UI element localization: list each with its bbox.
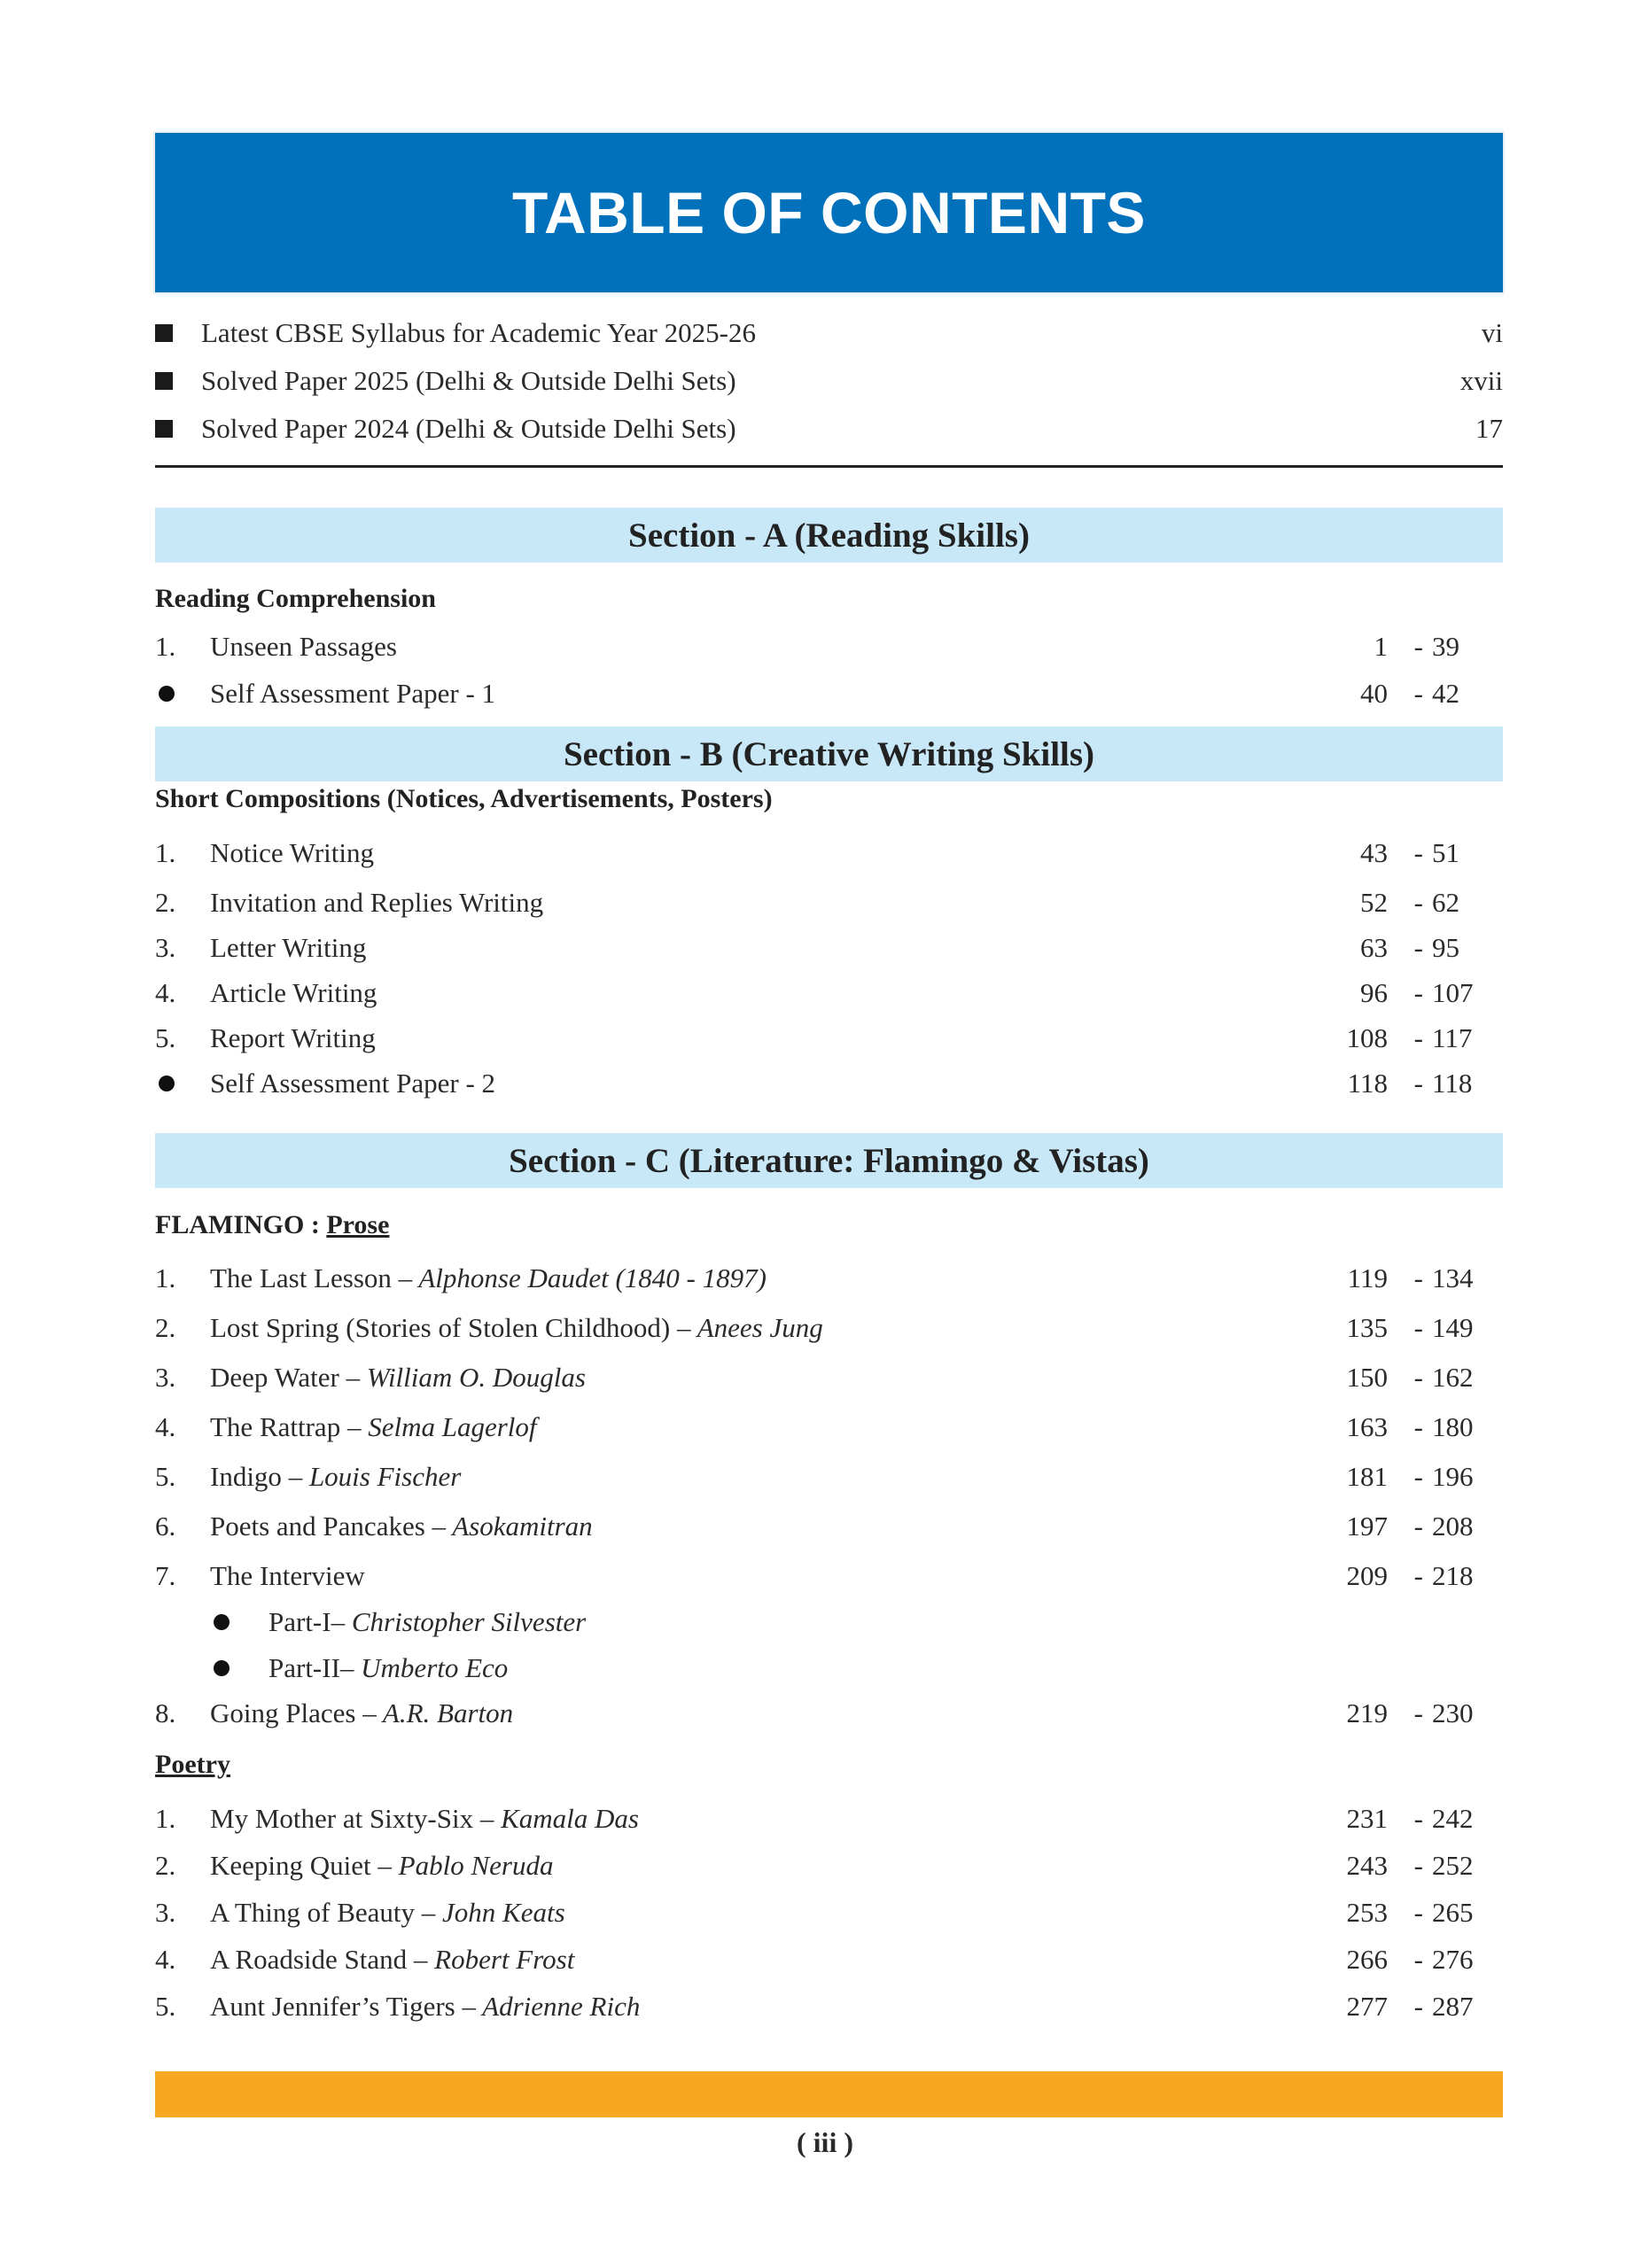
poetry-subheading: Poetry <box>155 1750 230 1779</box>
toc-entry[interactable]: 5. Report Writing 108 - 117 <box>155 1021 1503 1056</box>
toc-entry[interactable]: 4. Article Writing 96 - 107 <box>155 975 1503 1011</box>
entry-number: 1. <box>155 837 176 868</box>
entry-number: 1. <box>155 1803 176 1834</box>
entry-title: Self Assessment Paper - 2 <box>210 1068 496 1099</box>
toc-entry[interactable]: 1. Unseen Passages 1 - 39 <box>155 629 1503 664</box>
square-bullet-icon <box>155 372 173 390</box>
toc-entry[interactable]: 1. The Last Lesson – Alphonse Daudet (1840 - 1897) 119 - 134 <box>155 1261 1503 1296</box>
section-a-title: Section - A (Reading Skills) <box>628 516 1030 555</box>
section-c-heading <box>155 1133 1503 1188</box>
toc-entry[interactable]: 2. Invitation and Replies Writing 52 - 62 <box>155 885 1503 920</box>
entry-title: Notice Writing <box>210 837 375 868</box>
entry-title: Self Assessment Paper - 1 <box>210 678 496 709</box>
entry-number: 2. <box>155 887 176 918</box>
item-page: 17 <box>1475 413 1503 444</box>
entry-title: Keeping Quiet – Pablo Neruda <box>210 1850 554 1881</box>
entry-number: 5. <box>155 1461 176 1492</box>
title-banner <box>155 133 1503 292</box>
toc-entry[interactable]: 2. Keeping Quiet – Pablo Neruda 243 - 252 <box>155 1848 1503 1884</box>
toc-entry[interactable]: 3. Letter Writing 63 - 95 <box>155 930 1503 966</box>
toc-entry[interactable]: 7. The Interview 209 - 218 <box>155 1558 1503 1594</box>
section-b-subheading: Short Compositions (Notices, Advertisements, Posters) <box>155 784 773 813</box>
entry-title: Part-II– Umberto Eco <box>269 1652 509 1683</box>
entry-number: 7. <box>155 1560 176 1591</box>
entry-title: Part-I– Christopher Silvester <box>269 1606 587 1637</box>
entry-title: Going Places – A.R. Barton <box>210 1697 514 1728</box>
toc-entry[interactable]: 8. Going Places – A.R. Barton 219 - 230 <box>155 1696 1503 1731</box>
round-bullet-icon <box>214 1660 230 1676</box>
entry-number: 1. <box>155 631 176 662</box>
section-a-subheading: Reading Comprehension <box>155 584 436 613</box>
toc-entry[interactable]: 6. Poets and Pancakes – Asokamitran 197 - 208 <box>155 1509 1503 1544</box>
page-number: ( iii ) <box>797 2126 853 2158</box>
section-c-title: Section - C (Literature: Flamingo & Vistas) <box>509 1141 1149 1180</box>
toc-entry[interactable]: 2. Lost Spring (Stories of Stolen Childhood) – Anees Jung 135 - 149 <box>155 1310 1503 1346</box>
entry-title: A Roadside Stand – Robert Frost <box>210 1944 575 1975</box>
square-bullet-icon <box>155 420 173 438</box>
section-a-heading <box>155 508 1503 563</box>
toc-entry[interactable]: 3. Deep Water – William O. Douglas 150 - 162 <box>155 1360 1503 1395</box>
entry-title: Article Writing <box>210 977 377 1008</box>
entry-number: 4. <box>155 1411 176 1442</box>
entry-title: My Mother at Sixty-Six – Kamala Das <box>210 1803 639 1834</box>
entry-title: Invitation and Replies Writing <box>210 887 544 918</box>
item-page: vi <box>1481 317 1503 348</box>
toc-entry[interactable]: Self Assessment Paper - 2 118 - 118 <box>155 1066 1503 1101</box>
entry-title: Poets and Pancakes – Asokamitran <box>210 1511 593 1542</box>
entry-number: 3. <box>155 1362 176 1393</box>
toc-entry[interactable]: Self Assessment Paper - 1 40 - 42 <box>155 676 1503 711</box>
item-title: Latest CBSE Syllabus for Academic Year 2025-26 <box>201 317 756 348</box>
entry-title: The Last Lesson – Alphonse Daudet (1840 - 1897) <box>210 1262 767 1293</box>
round-bullet-icon <box>159 686 175 702</box>
toc-entry[interactable]: 4. A Roadside Stand – Robert Frost 266 - 276 <box>155 1942 1503 1977</box>
item-page: xvii <box>1459 365 1503 396</box>
entry-number: 5. <box>155 1022 176 1053</box>
entry-title: Report Writing <box>210 1022 376 1053</box>
toc-entry[interactable]: 1. Notice Writing 43 - 51 <box>155 835 1503 871</box>
entry-title: A Thing of Beauty – John Keats <box>210 1897 565 1928</box>
round-bullet-icon <box>159 1076 175 1091</box>
toc-entry[interactable]: 3. A Thing of Beauty – John Keats 253 - 265 <box>155 1895 1503 1930</box>
page-title: TABLE OF CONTENTS <box>512 180 1146 245</box>
item-title: Solved Paper 2025 (Delhi & Outside Delhi Sets) <box>201 365 736 396</box>
section-b-title: Section - B (Creative Writing Skills) <box>563 734 1095 773</box>
entry-title: Indigo – Louis Fischer <box>210 1461 462 1492</box>
front-matter-item[interactable] <box>155 315 1503 351</box>
entry-number: 6. <box>155 1511 176 1542</box>
square-bullet-icon <box>155 324 173 342</box>
entry-number: 3. <box>155 1897 176 1928</box>
toc-entry[interactable]: 1. My Mother at Sixty-Six – Kamala Das 231 - 242 <box>155 1801 1503 1837</box>
entry-title: Unseen Passages <box>210 631 397 662</box>
round-bullet-icon <box>214 1614 230 1630</box>
entry-number: 2. <box>155 1850 176 1881</box>
item-title: Solved Paper 2024 (Delhi & Outside Delhi Sets) <box>201 413 736 444</box>
toc-subentry[interactable] <box>155 1604 1503 1640</box>
entry-title: Lost Spring (Stories of Stolen Childhood) – Anees Jung <box>210 1312 823 1343</box>
entry-number: 1. <box>155 1262 176 1293</box>
entry-title: Aunt Jennifer’s Tigers – Adrienne Rich <box>210 1991 641 2022</box>
footer-bar <box>155 2071 1503 2117</box>
toc-entry[interactable]: 4. The Rattrap – Selma Lagerlof 163 - 180 <box>155 1410 1503 1445</box>
front-matter-item[interactable] <box>155 363 1503 399</box>
entry-title: Letter Writing <box>210 932 367 963</box>
toc-subentry[interactable] <box>155 1651 1503 1686</box>
prose-subheading: FLAMINGO : Prose <box>155 1210 390 1239</box>
section-b-heading <box>155 726 1503 781</box>
entry-number: 2. <box>155 1312 176 1343</box>
entry-number: 4. <box>155 1944 176 1975</box>
front-matter-item[interactable] <box>155 411 1503 447</box>
entry-title: The Interview <box>210 1560 365 1591</box>
toc-entry[interactable]: 5. Indigo – Louis Fischer 181 - 196 <box>155 1459 1503 1495</box>
toc-entry[interactable]: 5. Aunt Jennifer’s Tigers – Adrienne Rich 277 - 287 <box>155 1989 1503 2024</box>
entry-title: The Rattrap – Selma Lagerlof <box>210 1411 537 1442</box>
entry-number: 4. <box>155 977 176 1008</box>
entry-number: 5. <box>155 1991 176 2022</box>
entry-number: 3. <box>155 932 176 963</box>
entry-title: Deep Water – William O. Douglas <box>210 1362 586 1393</box>
divider <box>155 465 1503 468</box>
entry-number: 8. <box>155 1697 176 1728</box>
